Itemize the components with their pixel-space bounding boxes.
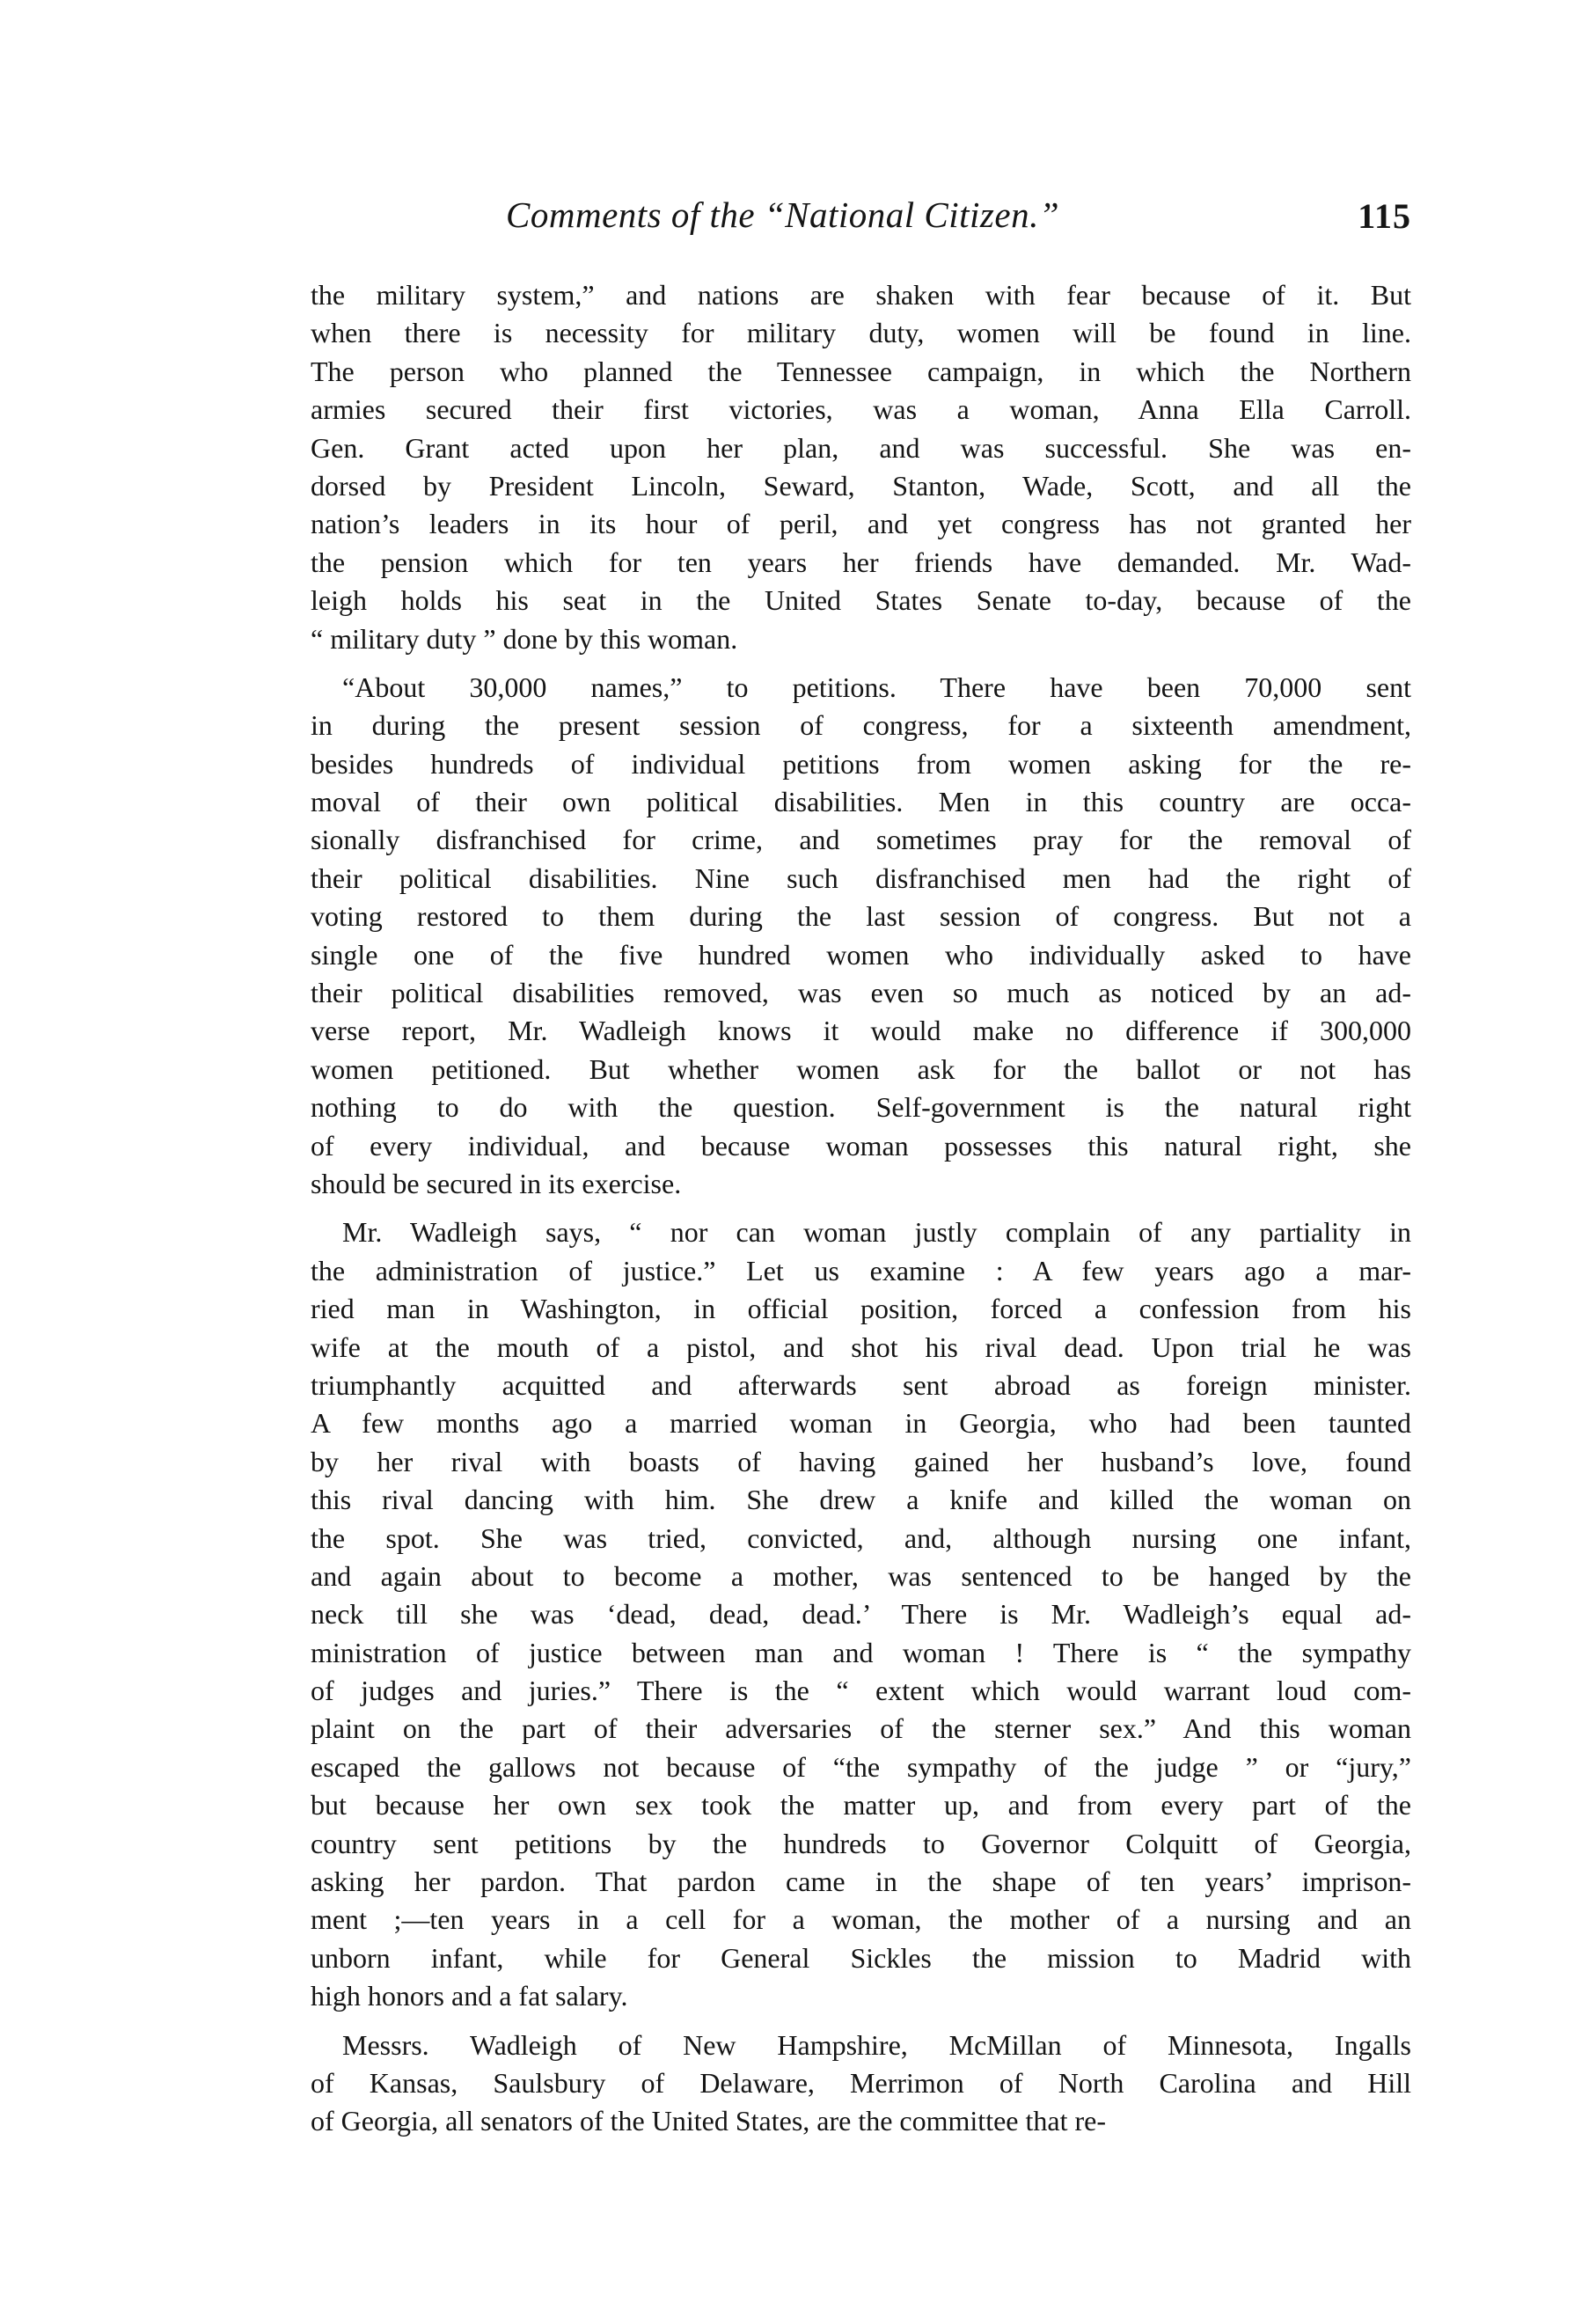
text-line: and again about to become a mother, was sentenced to be hanged by the [311, 1559, 1411, 1592]
text-line: sionally disfranchised for crime, and sometimes pray for the removal of [311, 824, 1411, 856]
page-body [311, 276, 1411, 2151]
text-line: the spot. She was tried, convicted, and, although nursing one infant, [311, 1521, 1411, 1554]
text-line: women petitioned. But whether women ask for the ballot or not has [311, 1052, 1411, 1085]
text-line: their political disabilities. Nine such disfranchised men had the right of [311, 861, 1411, 894]
text-line: wife at the mouth of a pistol, and shot his rival dead. Upon trial he was [311, 1330, 1411, 1363]
text-line: single one of the five hundred women who individually asked to have [311, 938, 1411, 971]
text-line: ried man in Washington, in official position, forced a confession from his [311, 1293, 1411, 1325]
text-line: of every individual, and because woman possesses this natural right, she [311, 1129, 1411, 1162]
text-line: armies secured their first victories, was a woman, Anna Ella Carroll. [311, 393, 1411, 426]
text-line: the administration of justice.” Let us examine : A few years ago a mar- [311, 1254, 1411, 1286]
paragraph [311, 276, 1411, 658]
text-line: A few months ago a married woman in Georgia, who had been taunted [311, 1407, 1411, 1440]
page-number: 115 [1358, 196, 1411, 236]
text-line: when there is necessity for military duty, women will be found in line. [311, 317, 1411, 349]
text-line: Messrs. Wadleigh of New Hampshire, McMillan of Minnesota, Ingalls [342, 2028, 1411, 2061]
text-line: in during the present session of congress, for a sixteenth amendment, [311, 709, 1411, 742]
text-line: ministration of justice between man and woman ! There is “ the sympathy [311, 1636, 1411, 1668]
text-line: moval of their own political disabilities. Men in this country are occa- [311, 786, 1411, 818]
text-line: of judges and juries.” There is the “ extent which would warrant loud com- [311, 1675, 1411, 1707]
text-line: country sent petitions by the hundreds to Governor Colquitt of Georgia, [311, 1827, 1411, 1859]
text-line: ment ;—ten years in a cell for a woman, the mother of a nursing and an [311, 1903, 1411, 1936]
text-line: “About 30,000 names,” to petitions. There have been 70,000 sent [342, 671, 1411, 703]
text-line: besides hundreds of individual petitions from women asking for the re- [311, 747, 1411, 780]
text-line: verse report, Mr. Wadleigh knows it would make no difference if 300,000 [311, 1015, 1411, 1047]
running-title: Comments of the “National Citizen.” [506, 194, 1060, 235]
text-line: by her rival with boasts of having gained her husband’s love, found [311, 1445, 1411, 1477]
text-line: dorsed by President Lincoln, Seward, Stanton, Wade, Scott, and all the [311, 469, 1411, 502]
text-line: this rival dancing with him. She drew a knife and killed the woman on [311, 1484, 1411, 1516]
text-line: leigh holds his seat in the United States Senate to-day, because of the [311, 584, 1411, 617]
text-line: high honors and a fat salary. [311, 1980, 628, 2012]
text-line: the military system,” and nations are shaken with fear because of it. But [311, 279, 1411, 311]
text-line: should be secured in its exercise. [311, 1167, 682, 1199]
text-line: but because her own sex took the matter up, and from every part of the [311, 1789, 1411, 1822]
paragraph [311, 2027, 1411, 2141]
text-line: The person who planned the Tennessee campaign, in which the Northern [311, 355, 1411, 387]
paragraph [311, 669, 1411, 1203]
text-line: Gen. Grant acted upon her plan, and was successful. She was en- [311, 431, 1411, 464]
text-line: plaint on the part of their adversaries of the sterner sex.” And this woman [311, 1712, 1411, 1745]
text-line: of Kansas, Saulsbury of Delaware, Merrimon of North Carolina and Hill [311, 2066, 1411, 2099]
text-line: neck till she was ‘dead, dead, dead.’ There is Mr. Wadleigh’s equal ad- [311, 1598, 1411, 1631]
text-line: triumphantly acquitted and afterwards sent abroad as foreign minister. [311, 1368, 1411, 1401]
text-line: “ military duty ” done by this woman. [311, 622, 738, 655]
text-line: the pension which for ten years her friends have demanded. Mr. Wad- [311, 546, 1411, 578]
text-line: escaped the gallows not because of “the sympathy of the judge ” or “jury,” [311, 1750, 1411, 1783]
text-line: nation’s leaders in its hour of peril, and yet congress has not granted her [311, 508, 1411, 540]
text-line: asking her pardon. That pardon came in the shape of ten years’ imprison- [311, 1866, 1411, 1898]
page-header [311, 194, 1411, 246]
text-line: voting restored to them during the last session of congress. But not a [311, 900, 1411, 933]
text-line: unborn infant, while for General Sickles the mission to Madrid with [311, 1941, 1411, 1974]
paragraph [311, 1213, 1411, 2015]
text-line: of Georgia, all senators of the United States, are the committee that re- [311, 2105, 1106, 2137]
text-line: their political disabilities removed, was even so much as noticed by an ad- [311, 977, 1411, 1009]
text-line: Mr. Wadleigh says, “ nor can woman justly complain of any partiality in [342, 1216, 1411, 1249]
text-line: nothing to do with the question. Self-government is the natural right [311, 1091, 1411, 1124]
